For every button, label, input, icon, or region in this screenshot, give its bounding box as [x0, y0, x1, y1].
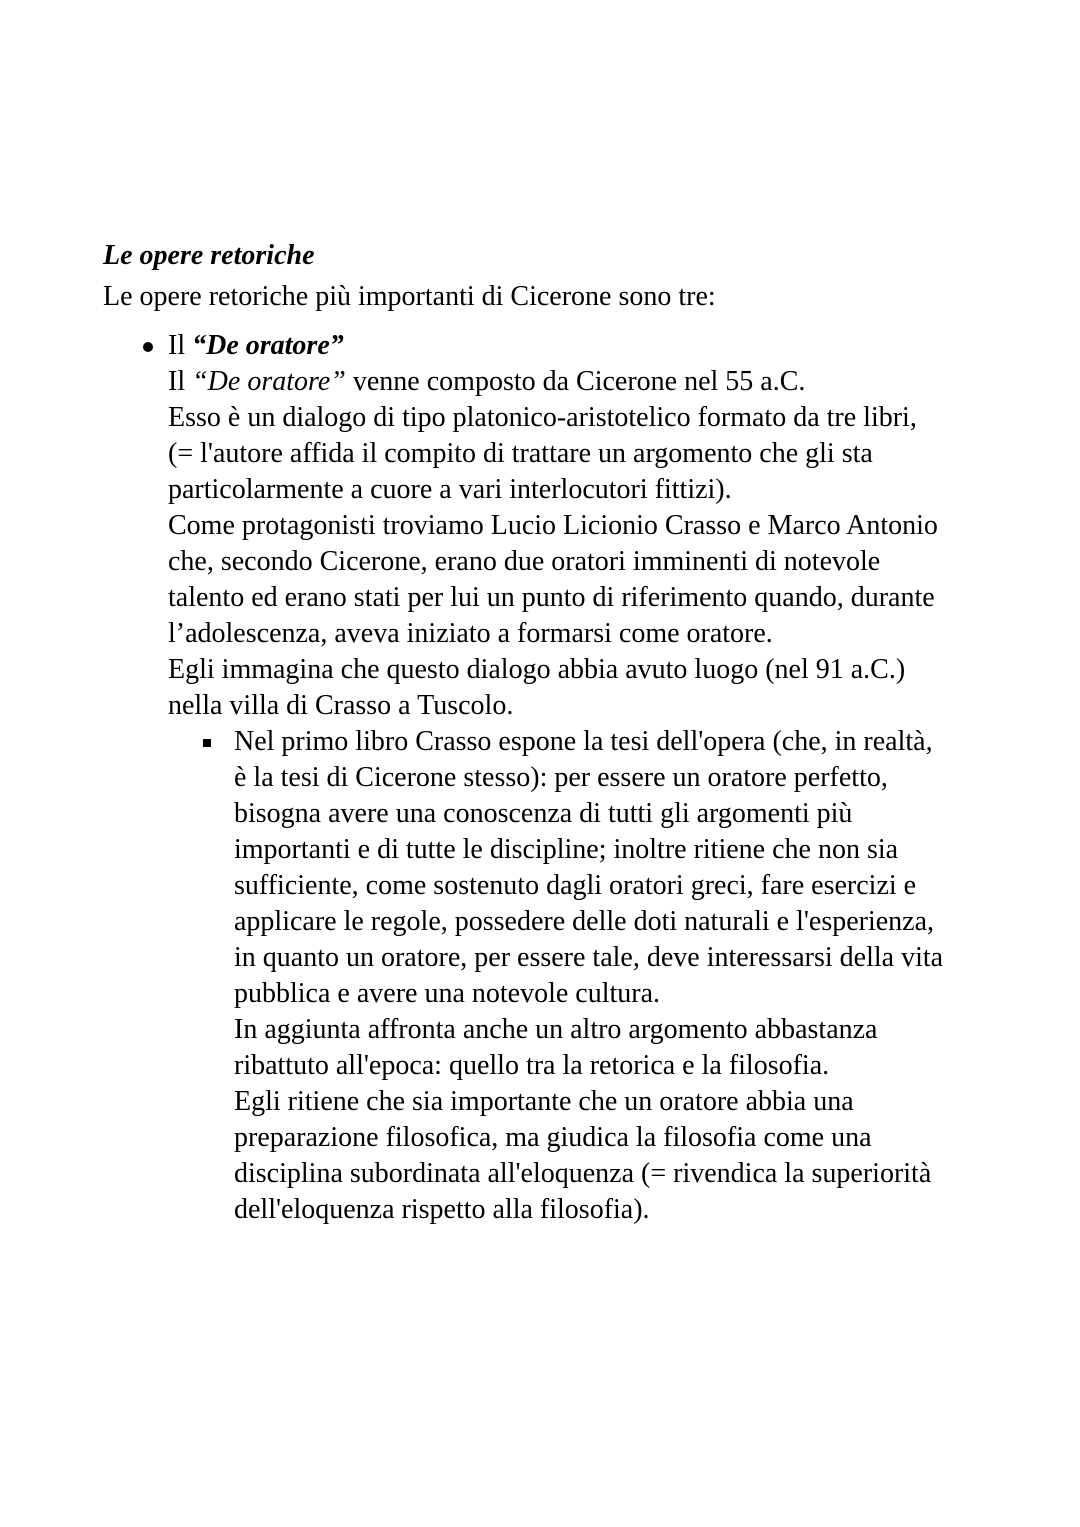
paragraph-line: talento ed erano stati per lui un punto di riferimento quando, durante: [168, 582, 935, 613]
sub-paragraph-line: è la tesi di Cicerone stesso): per essere un oratore perfetto,: [234, 762, 888, 793]
sub-paragraph-line: dell'eloquenza rispetto alla filosofia).: [234, 1194, 650, 1225]
square-bullet-icon: [203, 739, 211, 747]
sub-paragraph-line: Egli ritiene che sia importante che un oratore abbia una: [234, 1086, 854, 1117]
sub-paragraph-line: sufficiente, come sostenuto dagli oratori greci, fare esercizi e: [234, 870, 917, 901]
line-rest: venne composto da Cicerone nel 55 a.C.: [345, 366, 806, 397]
line-work-name: “De oratore”: [192, 366, 346, 397]
paragraph-line: (= l'autore affida il compito di trattare un argomento che gli sta: [168, 438, 873, 469]
sub-list-item: [168, 724, 1003, 1228]
bullet-icon: [143, 342, 153, 352]
paragraph-line: Egli immagina che questo dialogo abbia avuto luogo (nel 91 a.C.): [168, 654, 906, 685]
sub-paragraph-line: bisogna avere una conoscenza di tutti gli argomenti più: [234, 798, 853, 829]
paragraph-line: [168, 364, 1003, 400]
sub-paragraph-line: disciplina subordinata all'eloquenza (= rivendica la superiorità: [234, 1158, 932, 1189]
sub-paragraph-line: pubblica e avere una notevole cultura.: [234, 978, 661, 1009]
document-content: [103, 238, 1003, 1228]
list-item-body: [168, 328, 1003, 1228]
sub-paragraph-line: in quanto un oratore, per essere tale, deve interessarsi della vita: [234, 942, 944, 973]
sub-paragraph-line: In aggiunta affronta anche un altro argomento abbastanza: [234, 1014, 878, 1045]
intro-text: Le opere retoriche più importanti di Cicerone sono tre:: [103, 281, 716, 312]
sub-paragraph-line: importanti e di tutte le discipline; inoltre ritiene che non sia: [234, 834, 899, 865]
title-prefix: Il: [168, 330, 193, 361]
sub-paragraph-line: applicare le regole, possedere delle doti naturali e l'esperienza,: [234, 906, 935, 937]
section-heading: Le opere retoriche: [103, 240, 315, 271]
sub-list-item-body: [234, 724, 1003, 1228]
sub-paragraph-line: Nel primo libro Crasso espone la tesi dell'opera (che, in realtà,: [234, 726, 933, 757]
paragraph-line: l’adolescenza, aveva iniziato a formarsi come oratore.: [168, 618, 773, 649]
list-item-de-oratore: [103, 328, 1003, 1228]
paragraph-line: nella villa di Crasso a Tuscolo.: [168, 690, 514, 721]
paragraph-line: che, secondo Cicerone, erano due oratori imminenti di notevole: [168, 546, 881, 577]
title-work-name: “De oratore”: [192, 330, 344, 361]
paragraph-line: particolarmente a cuore a vari interlocutori fittizi).: [168, 474, 732, 505]
line-prefix: Il: [168, 366, 193, 397]
list-item-title: [168, 328, 1003, 364]
paragraph-line: Come protagonisti troviamo Lucio Licionio Crasso e Marco Antonio: [168, 510, 938, 541]
sub-paragraph-line: preparazione filosofica, ma giudica la filosofia come una: [234, 1122, 872, 1153]
paragraph-line: Esso è un dialogo di tipo platonico-aristotelico formato da tre libri,: [168, 402, 917, 433]
sub-paragraph-line: ribattuto all'epoca: quello tra la retorica e la filosofia.: [234, 1050, 830, 1081]
